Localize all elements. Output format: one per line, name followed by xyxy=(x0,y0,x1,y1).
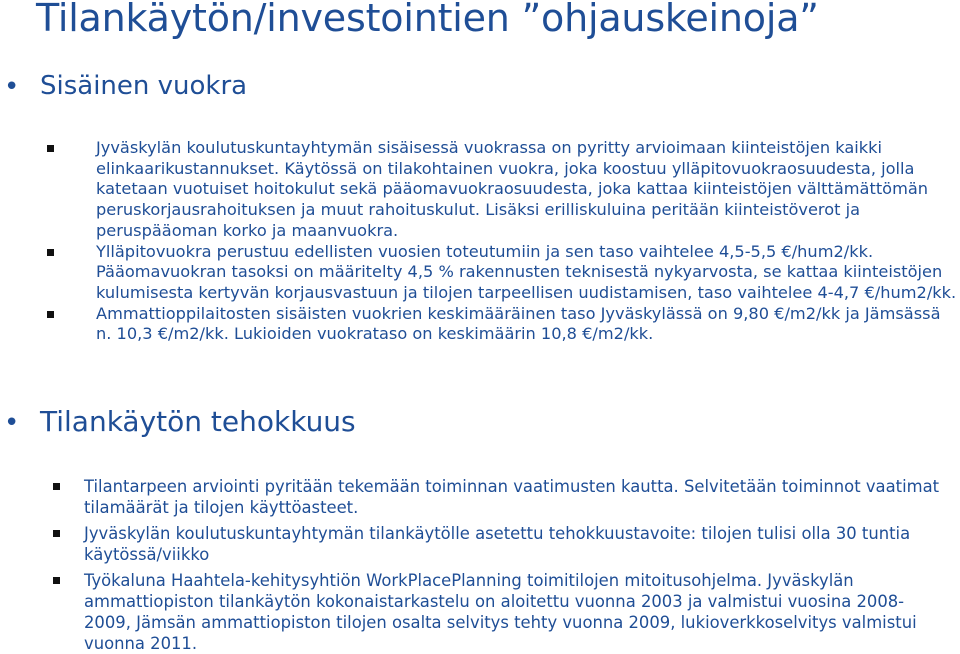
square-bullet-icon xyxy=(47,311,54,318)
list-item xyxy=(84,476,944,518)
list-item-text: Ammattioppilaitosten sisäisten vuokrien keskimääräinen taso Jyväskylässä on 9,80 €/m2/kk ja Jämsässä n. 10,3 €/m2/kk. Lukioiden vuokrataso on keskimäärin 10,8 €/m2/kk. xyxy=(96,303,941,344)
list-item-text: Jyväskylän koulutuskuntayhtymän sisäisessä vuokrassa on pyritty arvioimaan kiinteistöjen kaikki elinkaarikustannukset. Käytössä on tilakohtainen vuokra, joka koostuu ylläpitovuokraosuudesta, jolla katetaan vuotuiset hoitokulut sekä pääomavuokraosuudesta, joka kattaa kiinteistöjen välttämättömän peruskorjausrahoituksen ja muut rahoituskulut. Lisäksi erilliskuluina peritään kiinteistöverot ja peruspääoman korko ja maanvuokra. xyxy=(96,138,929,240)
list-item-text: Tilantarpeen arviointi pyritään tekemään toiminnan vaatimusten kautta. Selvitetään toiminnot vaatimat tilamäärät ja tilojen käyttöasteet. xyxy=(84,477,940,517)
bullet-dot-icon: • xyxy=(4,408,20,438)
list-item xyxy=(96,138,958,242)
section-heading-internal-rent: Sisäinen vuokra xyxy=(40,71,248,101)
list-item-text: Ylläpitovuokra perustuu edellisten vuosien toteutumiin ja sen taso vaihtelee 4,5-5,5 €/hum2/kk. Pääomavuokran tasoksi on määritelty 4,5 % rakennusten teknisestä nykyarvosta, se kattaa kiinteistöjen kulumisesta kertyvän korjausvastuun ja tilojen tarpeellisen uudistamisen, taso vaihtelee 4-4,7 €/hum2/kk. xyxy=(96,241,957,302)
slide-title: Tilankäytön/investointien ”ohjauskeinoja” xyxy=(36,0,819,40)
list-item xyxy=(96,304,958,345)
space-efficiency-list xyxy=(84,476,944,654)
square-bullet-icon xyxy=(47,145,54,152)
square-bullet-icon xyxy=(47,249,54,256)
list-item-text: Työkaluna Haahtela-kehitysyhtiön WorkPlacePlanning toimitilojen mitoitusohjelma. Jyväskylän ammattiopiston tilankäytön kokonaistarkastelu on aloitettu vuonna 2003 ja valmistui vuosina 2008-2009, Jämsän ammattiopiston tilojen osalta selvitys tehty vuonna 2009, lukioverkkoselvitys valmistui vuonna 2011. xyxy=(84,571,917,653)
list-item xyxy=(84,523,944,565)
square-bullet-icon xyxy=(53,483,60,490)
section-heading-space-efficiency: Tilankäytön tehokkuus xyxy=(40,405,356,438)
internal-rent-list xyxy=(96,138,958,345)
square-bullet-icon xyxy=(53,530,60,537)
list-item xyxy=(84,570,944,654)
list-item-text: Jyväskylän koulutuskuntayhtymän tilankäytölle asetettu tehokkuustavoite: tilojen tulisi olla 30 tuntia käytössä/viikko xyxy=(84,524,911,564)
list-item xyxy=(96,242,958,304)
square-bullet-icon xyxy=(53,577,60,584)
bullet-dot-icon: • xyxy=(4,72,20,102)
